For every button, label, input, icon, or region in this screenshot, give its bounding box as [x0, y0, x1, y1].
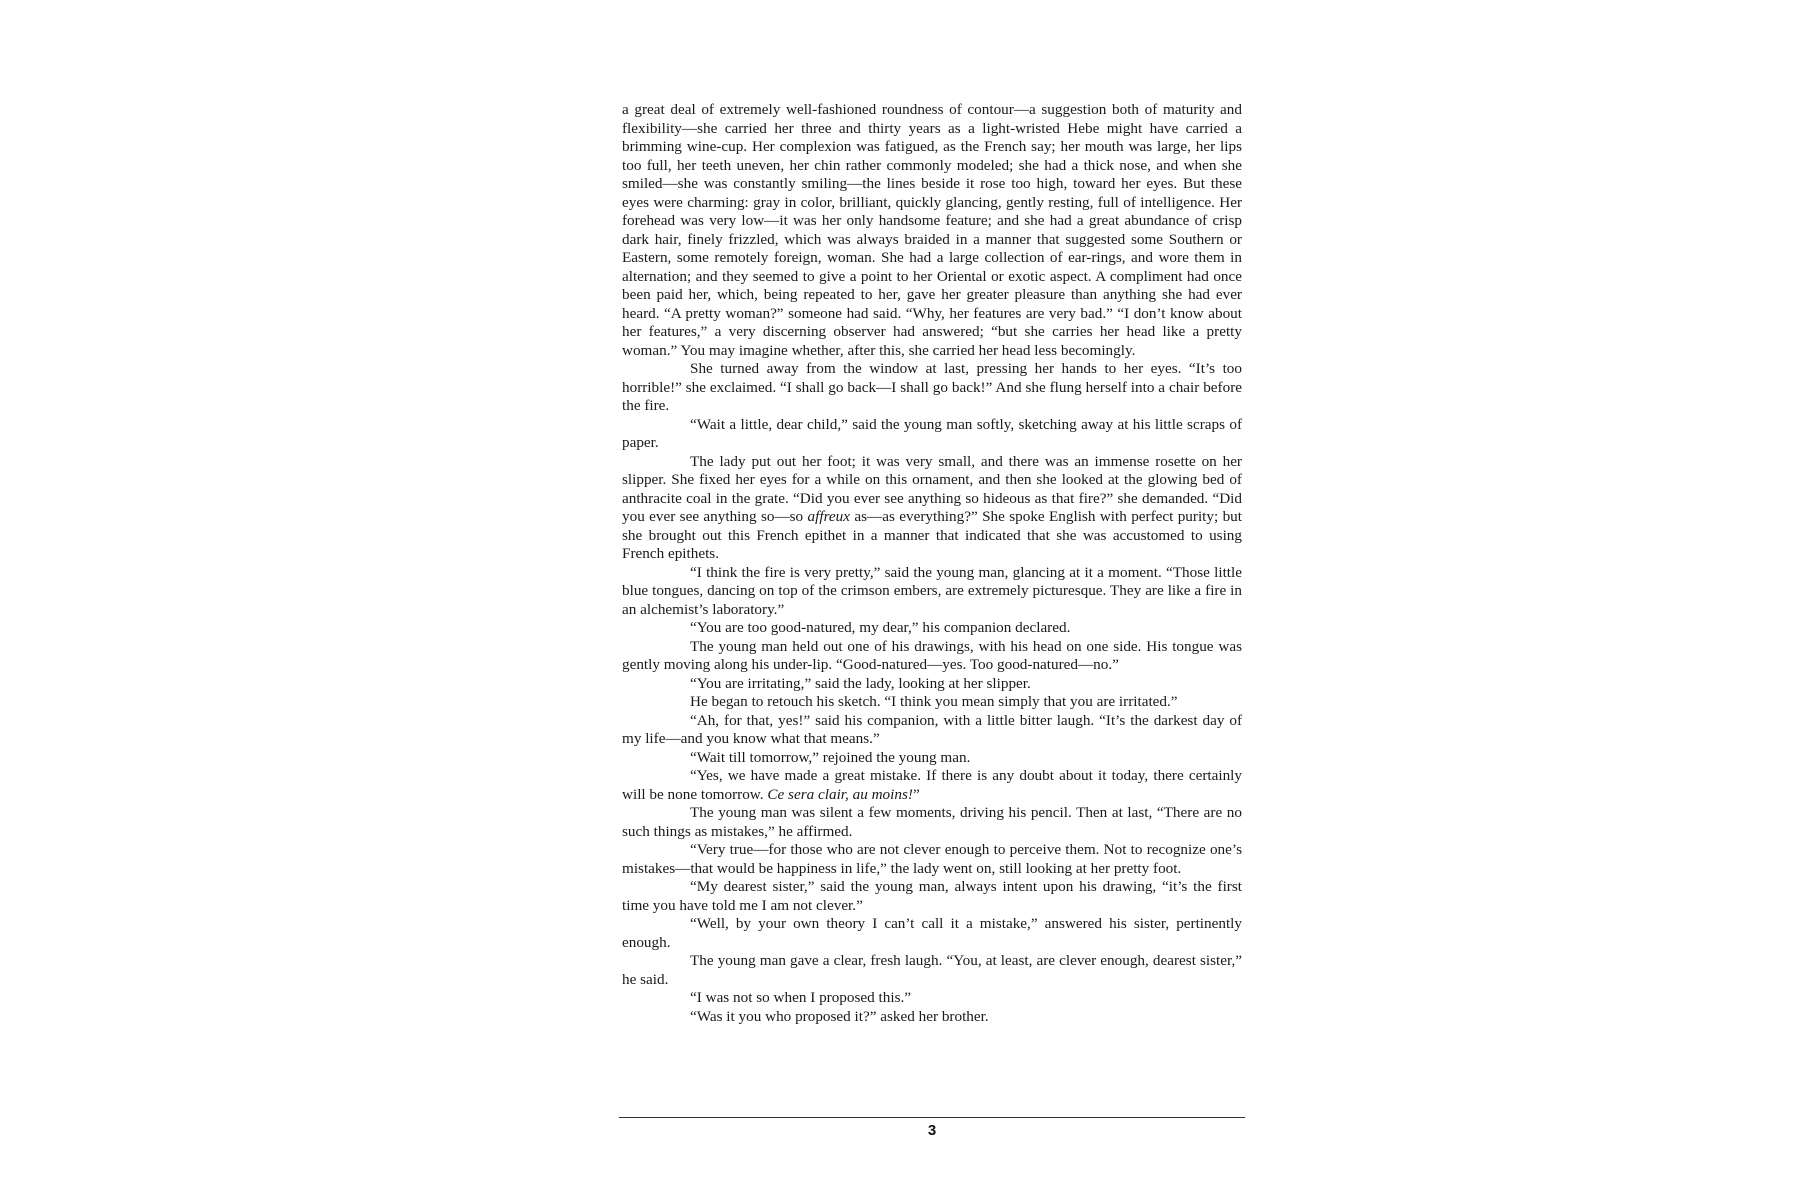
footer-rule	[619, 1117, 1245, 1118]
text-run: “I think the fire is very pretty,” said the young man, glancing at it a moment. “Those little blue tongues, dancing on top of the crimson embers, are extremely picturesque. They are like a fire in an alchemist’s laboratory.”	[622, 563, 1242, 618]
italic-text: Ce sera clair, au moins!	[767, 785, 913, 803]
text-run: The young man gave a clear, fresh laugh. “You, at least, are clever enough, dearest sister,” he said.	[622, 952, 1242, 988]
text-run: The lady put out her foot; it was very small, and there was an immense rosette on her slipper. She fixed her eyes for a while on this ornament, and then she looked at the glowing bed of anthracite coal in the grate. “Did you ever see anything so hideous as that fire?” she demanded. “Did you ever see anything so—so	[622, 452, 1242, 525]
paragraph	[622, 878, 1242, 915]
paragraph	[622, 712, 1242, 749]
paragraph	[622, 749, 1242, 768]
text-run: “Wait a little, dear child,” said the young man softly, sketching away at his little scraps of paper.	[622, 415, 1242, 451]
paragraph	[622, 101, 1242, 360]
paragraph	[622, 693, 1242, 712]
paragraph	[622, 989, 1242, 1008]
paragraph	[622, 638, 1242, 675]
text-run: as—as everything?” She spoke English with perfect purity; but she brought out this French epithet in a manner that indicated that she was accustomed to using French epithets.	[622, 508, 1242, 562]
paragraph	[622, 767, 1242, 804]
paragraph	[622, 804, 1242, 841]
page-number: 3	[927, 1122, 937, 1139]
paragraph	[622, 360, 1242, 416]
text-run: “Was it you who proposed it?” asked her brother.	[690, 1007, 989, 1025]
text-run: “Yes, we have made a great mistake. If there is any doubt about it today, there certainly will be none tomorrow.	[622, 767, 1242, 803]
text-run: “I was not so when I proposed this.”	[690, 989, 912, 1006]
paragraph	[622, 1008, 1242, 1027]
paragraph	[622, 619, 1242, 638]
text-run: ”	[912, 785, 920, 803]
text-run: “You are too good-natured, my dear,” his companion declared.	[690, 619, 1071, 636]
text-run: “Well, by your own theory I can’t call it a mistake,” answered his sister, pertinently enough.	[622, 915, 1242, 951]
text-run: “Wait till tomorrow,” rejoined the young man.	[690, 748, 971, 766]
text-run: “Ah, for that, yes!” said his companion, with a little bitter laugh. “It’s the darkest day of my life—and you know what that means.”	[622, 711, 1242, 747]
text-run: “You are irritating,” said the lady, looking at her slipper.	[690, 674, 1031, 692]
text-run: “Very true—for those who are not clever enough to perceive them. Not to recognize one’s mistakes—that would be happiness in life,” the lady went on, still looking at her pretty foot.	[622, 841, 1242, 877]
text-run: He began to retouch his sketch. “I think you mean simply that you are irritated.”	[690, 693, 1178, 710]
text-run: The young man was silent a few moments, driving his pencil. Then at last, “There are no such things as mistakes,” he affirmed.	[622, 804, 1242, 840]
body-text	[622, 101, 1242, 1026]
paragraph	[622, 453, 1242, 564]
text-run: She turned away from the window at last, pressing her hands to her eyes. “It’s too horrible!” she exclaimed. “I shall go back—I shall go back!” And she flung herself into a chair before the fire.	[622, 360, 1242, 414]
paragraph	[622, 915, 1242, 952]
paragraph	[622, 564, 1242, 620]
text-run: “My dearest sister,” said the young man, always intent upon his drawing, “it’s the first time you have told me I am not clever.”	[622, 878, 1242, 914]
text-run: The young man held out one of his drawings, with his head on one side. His tongue was gently moving along his under-lip. “Good-natured—yes. Too good-natured—no.”	[622, 637, 1242, 673]
paragraph	[622, 416, 1242, 453]
text-run: a great deal of extremely well-fashioned roundness of contour—a suggestion both of maturity and flexibility—she carried her three and thirty years as a light-wristed Hebe might have carried a brimming wine-cup. Her complexion was fatigued, as the French say; her mouth was large, her lips too full, her teeth uneven, her chin rather commonly modeled; she had a thick nose, and when she smiled—she was constantly smiling—the lines beside it rose too high, toward her eyes. But these eyes were charming: gray in color, brilliant, quickly glancing, gently resting, full of intelligence. Her forehead was very low—it was her only handsome feature; and she had a great abundance of crisp dark hair, finely frizzled, which was always braided in a manner that suggested some Southern or Eastern, some remotely foreign, woman. She had a large collection of ear-rings, and wore them in alternation; and they seemed to give a point to her Oriental or exotic aspect. A compliment had once been paid her, which, being repeated to her, gave her greater pleasure than anything she had ever heard. “A pretty woman?” someone had said. “Why, her features are very bad.” “I don’t know about her features,” a very discerning observer had answered; “but she carries her head like a pretty woman.” You may imagine whether, after this, she carried her head less becomingly.	[622, 101, 1242, 359]
italic-text: affreux	[807, 508, 851, 525]
paragraph	[622, 675, 1242, 694]
paragraph	[622, 952, 1242, 989]
paragraph	[622, 841, 1242, 878]
